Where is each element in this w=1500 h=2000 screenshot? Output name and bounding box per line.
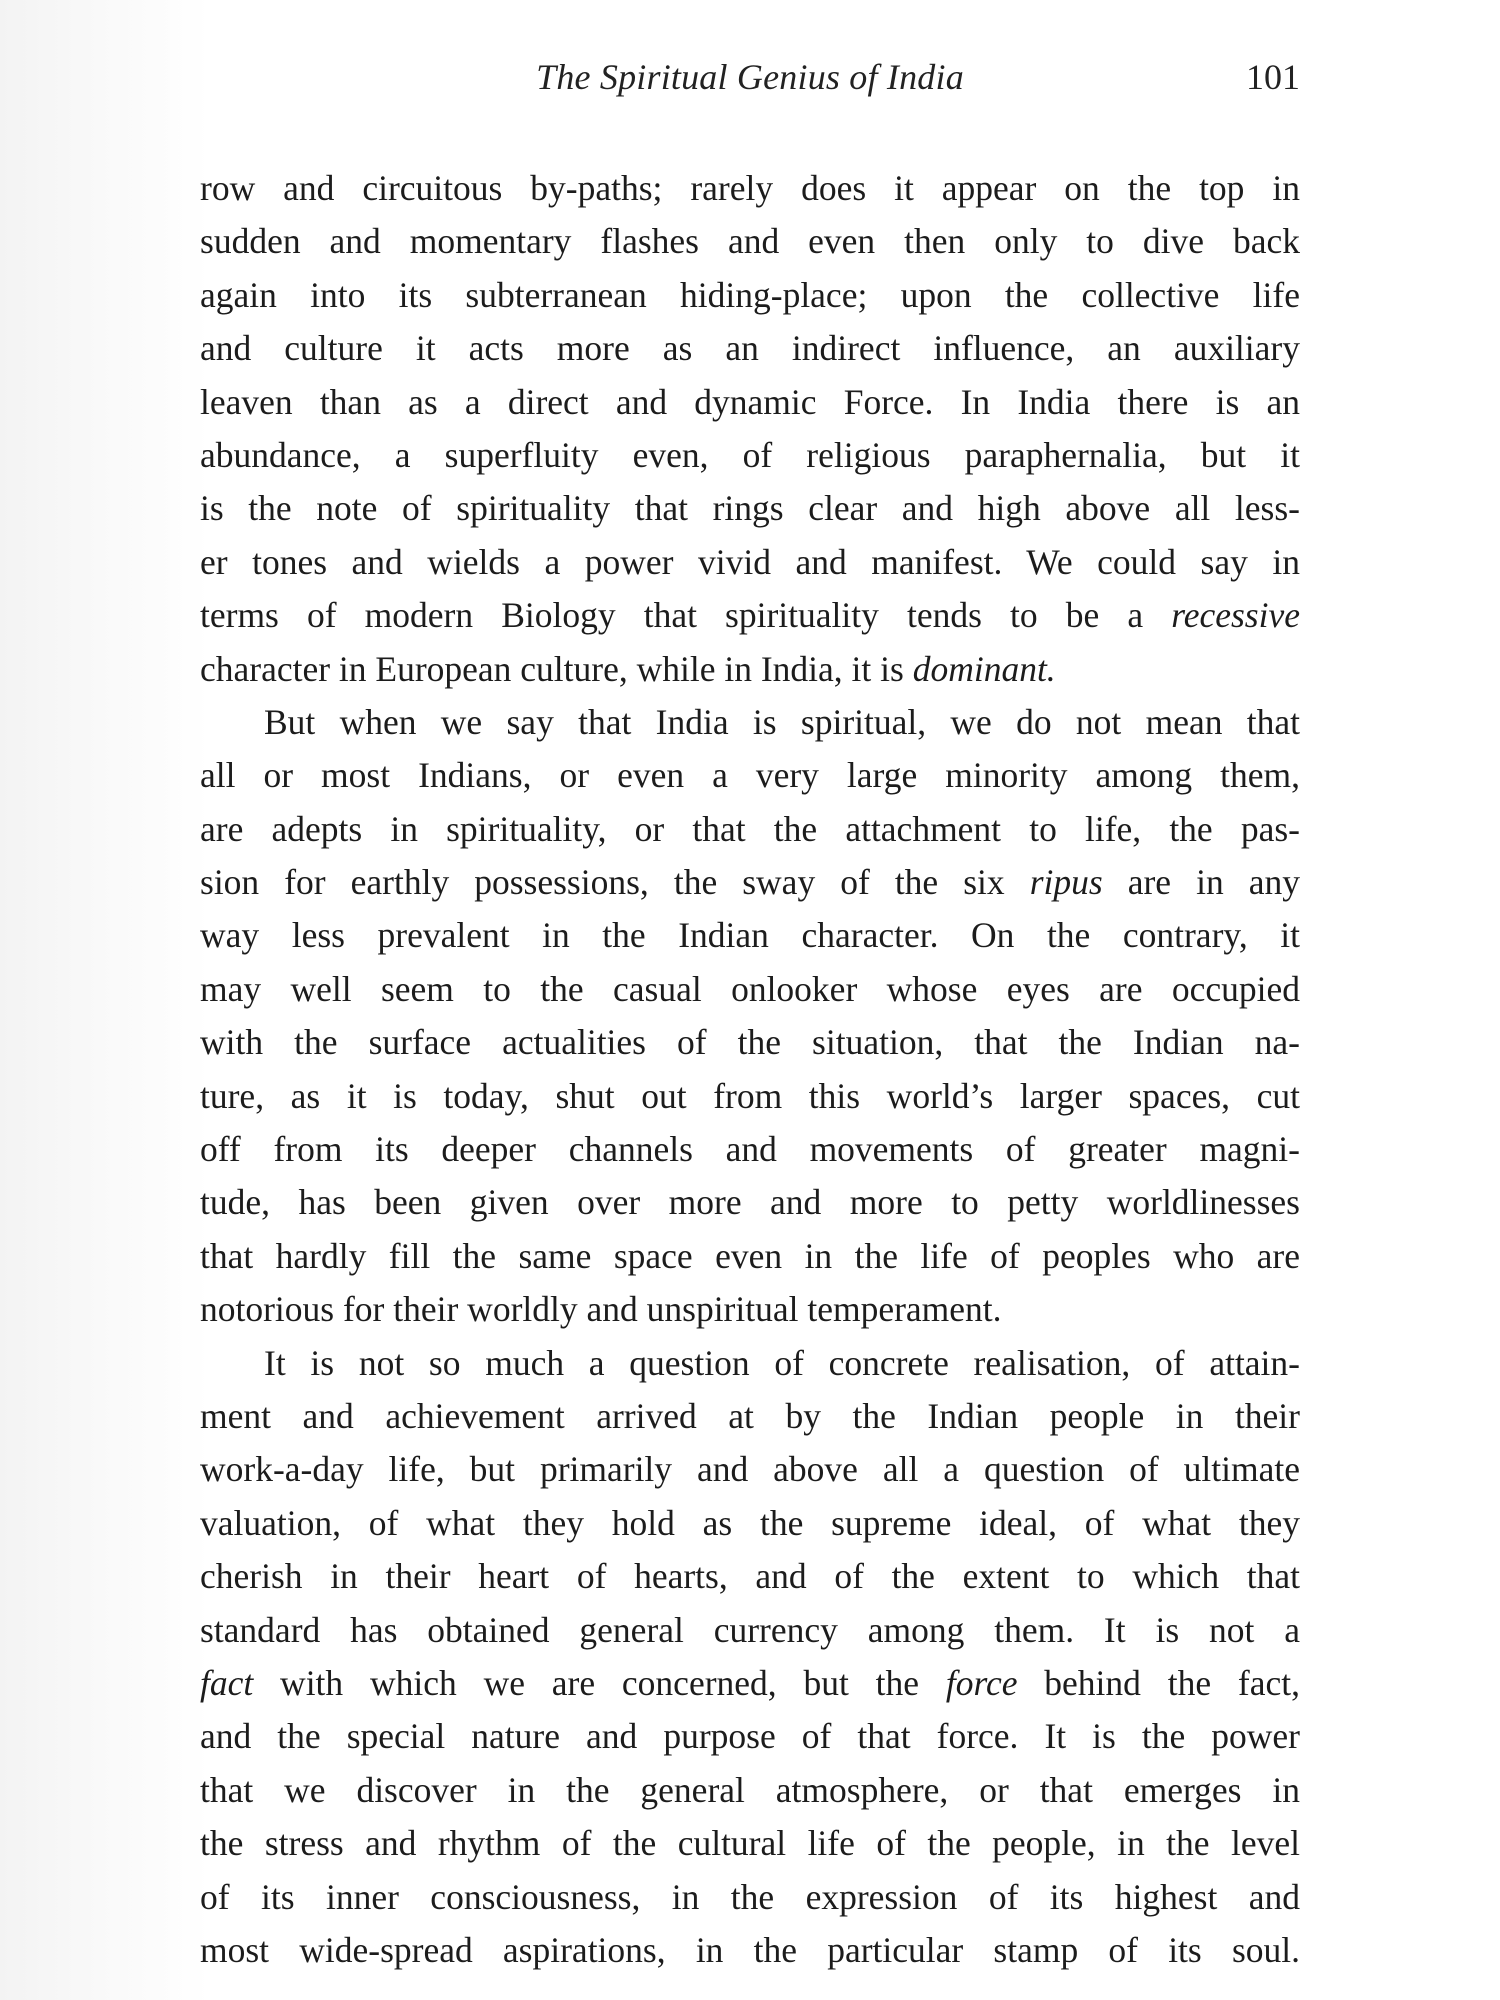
- text-line: most wide-spread aspirations, in the particular stamp of its soul.: [200, 1929, 1300, 1970]
- text-line: [200, 1657, 1300, 1710]
- text-line: sudden and momentary flashes and even then only to dive back: [200, 221, 1300, 262]
- text-line: [200, 643, 1300, 696]
- paragraph-first-line: But when we say that India is spiritual, we do not mean that: [264, 701, 1300, 742]
- text-line: cherish in their heart of hearts, and of the extent to which that: [200, 1556, 1300, 1597]
- paragraph-first-line: It is not so much a question of concrete realisation, of attain-: [264, 1342, 1300, 1383]
- text-run: behind the fact,: [1017, 1662, 1300, 1703]
- text-line: er tones and wields a power vivid and manifest. We could say in: [200, 541, 1300, 582]
- text-line: of its inner consciousness, in the expression of its highest and: [200, 1876, 1300, 1917]
- body-text: [200, 162, 1300, 1977]
- text-line: and the special nature and purpose of that force. It is the power: [200, 1716, 1300, 1757]
- text-run: character in European culture, while in India, it is: [200, 648, 913, 689]
- text-line: [200, 856, 1300, 909]
- text-line: standard has obtained general currency among them. It is not a: [200, 1609, 1300, 1650]
- italic-term: force: [945, 1662, 1018, 1703]
- text-line: is the note of spirituality that rings clear and high above all less-: [200, 488, 1300, 529]
- text-line: that we discover in the general atmosphere, or that emerges in: [200, 1769, 1300, 1810]
- text-line: the stress and rhythm of the cultural life of the people, in the level: [200, 1823, 1300, 1864]
- text-run: with which we are concerned, but the: [253, 1662, 946, 1703]
- text-line: and culture it acts more as an indirect influence, an auxiliary: [200, 328, 1300, 369]
- text-line: ture, as it is today, shut out from this world’s larger spaces, cut: [200, 1075, 1300, 1116]
- text-line: off from its deeper channels and movements of greater magni-: [200, 1129, 1300, 1170]
- text-line: way less prevalent in the Indian character. On the contrary, it: [200, 915, 1300, 956]
- binding-gutter-shadow: [0, 0, 210, 2000]
- page-number: 101: [1246, 57, 1300, 97]
- text-line: may well seem to the casual onlooker whose eyes are occupied: [200, 968, 1300, 1009]
- text-line: all or most Indians, or even a very large minority among them,: [200, 755, 1300, 796]
- text-line: notorious for their worldly and unspiritual temperament.: [200, 1289, 1002, 1330]
- text-line: abundance, a superfluity even, of religious paraphernalia, but it: [200, 434, 1300, 475]
- running-head: [200, 56, 1300, 106]
- italic-term: recessive: [1171, 595, 1300, 636]
- italic-term: dominant.: [912, 648, 1056, 689]
- italic-term: ripus: [1029, 862, 1103, 903]
- italic-term: fact: [200, 1662, 254, 1703]
- text-line: work-a-day life, but primarily and above all a question of ultimate: [200, 1449, 1300, 1490]
- text-run: sion for earthly possessions, the sway of the six: [200, 862, 1030, 903]
- text-line: valuation, of what they hold as the supreme ideal, of what they: [200, 1502, 1300, 1543]
- text-line: again into its subterranean hiding-place; upon the collective life: [200, 274, 1300, 315]
- running-title: The Spiritual Genius of India: [536, 57, 964, 97]
- text-line: tude, has been given over more and more to petty worldlinesses: [200, 1182, 1300, 1223]
- text-line: ment and achievement arrived at by the Indian people in their: [200, 1395, 1300, 1436]
- text-line: that hardly fill the same space even in the life of peoples who are: [200, 1235, 1300, 1276]
- text-line: leaven than as a direct and dynamic Force. In India there is an: [200, 381, 1300, 422]
- text-line: are adepts in spirituality, or that the attachment to life, the pas-: [200, 808, 1300, 849]
- text-line: row and circuitous by-paths; rarely does it appear on the top in: [200, 168, 1300, 208]
- text-line: with the surface actualities of the situation, that the Indian na-: [200, 1022, 1300, 1063]
- text-run: terms of modern Biology that spirituality tends to be a: [200, 595, 1172, 636]
- text-line: [200, 589, 1300, 642]
- text-run: are in any: [1102, 862, 1300, 903]
